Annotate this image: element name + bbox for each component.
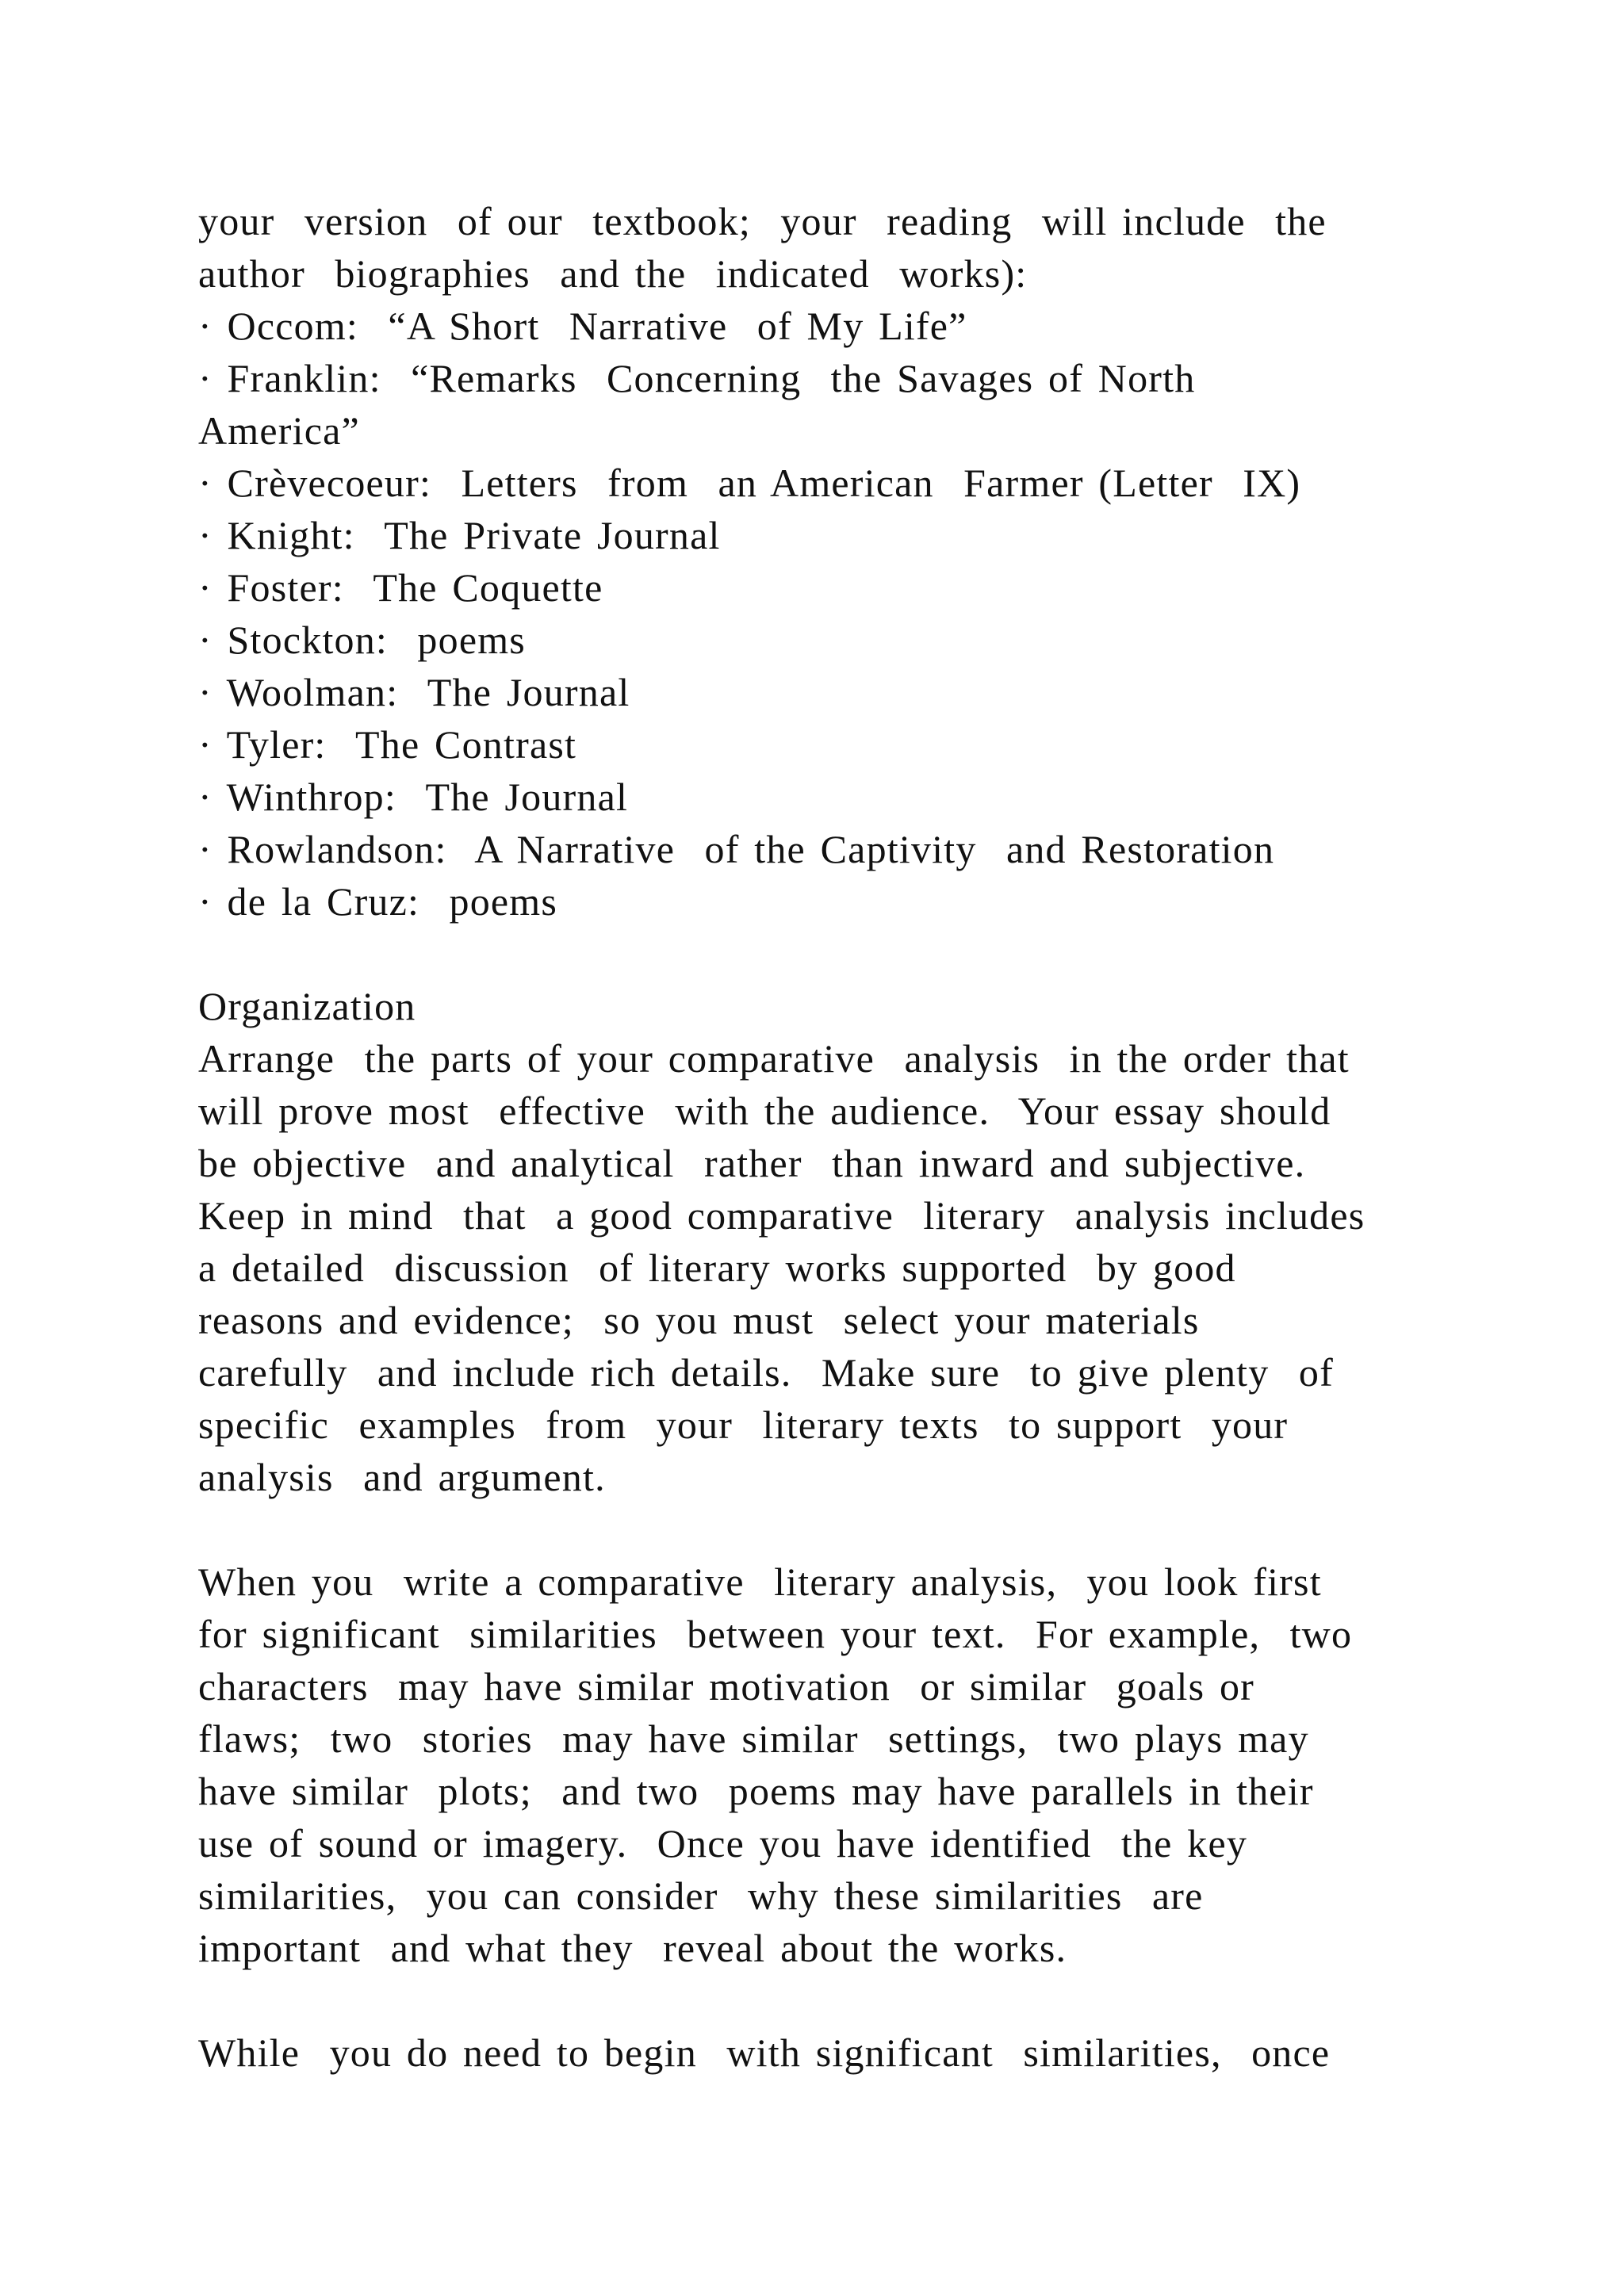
organization-line: analysis and argument. (198, 1455, 606, 1499)
work-list-item: · Woolman: The Journal (198, 670, 630, 714)
work-list-item: · Occom: “A Short Narrative of My Life” (198, 304, 967, 348)
document-text (198, 195, 1451, 2079)
comparative-line: important and what they reveal about the works. (198, 1926, 1067, 1970)
organization-line: specific examples from your literary texts to support your (198, 1402, 1289, 1447)
intro-line: your version of our textbook; your reading will include the (198, 199, 1327, 243)
comparative-line: for significant similarities between your text. For example, two (198, 1612, 1353, 1656)
comparative-line: flaws; two stories may have similar settings, two plays may (198, 1716, 1309, 1761)
work-list-item: · Knight: The Private Journal (198, 513, 721, 557)
comparative-line: When you write a comparative literary analysis, you look first (198, 1559, 1322, 1604)
paragraph-gap (198, 928, 1451, 980)
work-list-item: America” (198, 408, 360, 453)
comparative-line: have similar plots; and two poems may have parallels in their (198, 1769, 1314, 1813)
organization-line: be objective and analytical rather than inward and subjective. (198, 1141, 1306, 1185)
closing-line: While you do need to begin with significant similarities, once (198, 2030, 1331, 2075)
work-list-item: · Rowlandson: A Narrative of the Captivity and Restoration (198, 827, 1275, 871)
paragraph-gap (198, 1974, 1451, 2026)
organization-line: a detailed discussion of literary works supported by good (198, 1246, 1236, 1290)
section-heading: Organization (198, 984, 416, 1028)
organization-line: Keep in mind that a good comparative literary analysis includes (198, 1193, 1365, 1238)
intro-line: author biographies and the indicated works): (198, 251, 1028, 296)
organization-line: carefully and include rich details. Make sure to give plenty of (198, 1350, 1334, 1395)
comparative-line: similarities, you can consider why these similarities are (198, 1873, 1204, 1918)
work-list-item: · Franklin: “Remarks Concerning the Savages of North (198, 356, 1196, 400)
comparative-line: use of sound or imagery. Once you have identified the key (198, 1821, 1248, 1866)
work-list-item: · Stockton: poems (198, 618, 526, 662)
organization-line: reasons and evidence; so you must select your materials (198, 1298, 1200, 1342)
work-list-item: · de la Cruz: poems (198, 879, 558, 924)
work-list-item: · Foster: The Coquette (198, 565, 603, 610)
work-list-item: · Winthrop: The Journal (198, 775, 629, 819)
organization-line: Arrange the parts of your comparative analysis in the order that (198, 1036, 1350, 1081)
organization-line: will prove most effective with the audience. Your essay should (198, 1089, 1331, 1133)
work-list-item: · Crèvecoeur: Letters from an American Farmer (Letter IX) (198, 461, 1301, 505)
work-list-item: · Tyler: The Contrast (198, 722, 577, 767)
paragraph-gap (198, 1503, 1451, 1556)
comparative-line: characters may have similar motivation or similar goals or (198, 1664, 1255, 1709)
